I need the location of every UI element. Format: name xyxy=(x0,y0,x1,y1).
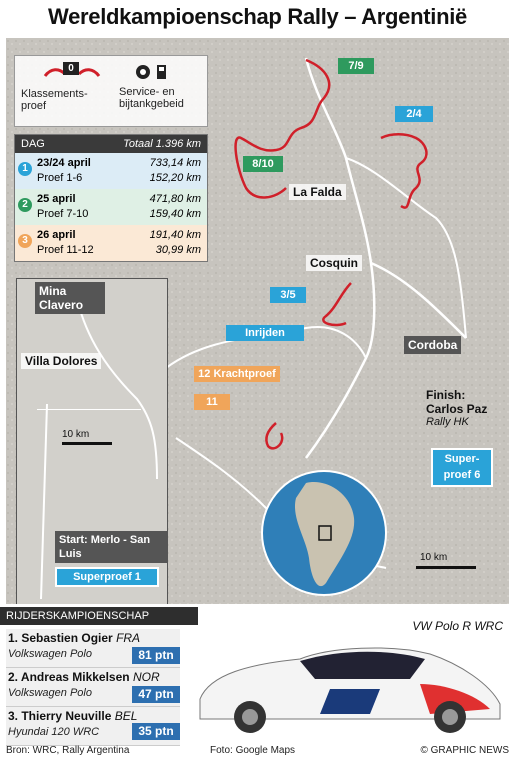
rider-car: Hyundai 120 WRC xyxy=(8,726,100,738)
stage-label-11: 11 xyxy=(194,394,230,410)
stage-label-2-4: 2/4 xyxy=(395,106,433,122)
rider-header: RIJDERSKAMPIOENSCHAP xyxy=(0,607,198,625)
day-header-label: DAG xyxy=(21,138,45,150)
rider-car: Volkswagen Polo xyxy=(8,648,92,660)
day-total-km: 733,14 km xyxy=(149,157,201,169)
rider-name: 3. Thierry Neuville BEL xyxy=(8,709,138,723)
rider-points: 47 ptn xyxy=(132,686,180,703)
scale-main-label: 10 km xyxy=(420,552,448,563)
finish-carlos-paz: Carlos Paz xyxy=(426,402,488,416)
total-distance: Totaal 1.396 km xyxy=(123,138,201,150)
day-date: 25 april xyxy=(37,193,76,205)
day-stage-km: 159,40 km xyxy=(149,208,201,220)
stage-label-8-10: 8/10 xyxy=(243,156,283,172)
day-row xyxy=(15,189,207,225)
day-number: 3 xyxy=(18,234,32,248)
day-row xyxy=(15,153,207,189)
day-stages: Proef 1-6 xyxy=(37,172,83,184)
service-icon xyxy=(133,62,173,82)
place-villa-dolores: Villa Dolores xyxy=(21,353,101,369)
stage-legend-label: Klassements-proef xyxy=(21,88,88,112)
day-date: 23/24 april xyxy=(37,157,91,169)
scale-inset-bar xyxy=(62,442,112,445)
start-merlo: Start: Merlo - San Luis xyxy=(55,531,167,563)
day-stage-km: 30,99 km xyxy=(155,244,201,256)
scale-main-bar xyxy=(416,566,476,569)
rider-name: 2. Andreas Mikkelsen NOR xyxy=(8,670,160,684)
superproef-1: Superproef 1 xyxy=(55,567,159,587)
finish-rally-hk: Rally HK xyxy=(426,416,469,428)
day-table-header xyxy=(15,135,207,153)
finish-block xyxy=(426,388,506,428)
day-number: 1 xyxy=(18,162,32,176)
source-credit: Bron: WRC, Rally Argentina xyxy=(6,745,130,756)
day-total-km: 471,80 km xyxy=(149,193,201,205)
rider-name: 1. Sebastien Ogier FRA xyxy=(8,631,141,645)
day-date: 26 april xyxy=(37,229,76,241)
rally-map xyxy=(6,38,509,604)
rider-car: Volkswagen Polo xyxy=(8,687,92,699)
photo-credit: Foto: Google Maps xyxy=(210,745,296,756)
stage-label-inrijden: Inrijden xyxy=(226,325,304,341)
stage-label-7-9: 7/9 xyxy=(338,58,374,74)
scale-inset-label: 10 km xyxy=(62,429,90,440)
day-table xyxy=(14,134,208,262)
rider-points: 35 ptn xyxy=(132,723,180,740)
copyright: © GRAPHIC NEWS xyxy=(420,745,509,756)
stage-label-12: 12 Krachtproef xyxy=(194,366,280,382)
place-cordoba: Cordoba xyxy=(404,336,461,354)
car-label: VW Polo R WRC xyxy=(412,619,503,633)
car-illustration xyxy=(190,629,510,739)
rider-points: 81 ptn xyxy=(132,647,180,664)
place-la-falda: La Falda xyxy=(289,184,346,200)
day-number: 2 xyxy=(18,198,32,212)
place-cosquin: Cosquin xyxy=(306,255,362,271)
place-mina-clavero: Mina Clavero xyxy=(35,282,105,314)
day-total-km: 191,40 km xyxy=(149,229,201,241)
day-stages: Proef 11-12 xyxy=(37,244,94,256)
page-title: Wereldkampioenschap Rally – Argentinië xyxy=(48,4,467,29)
stage-badge: 0 xyxy=(63,62,79,75)
service-legend-label: Service- en bijtankgebeid xyxy=(119,86,184,110)
day-stage-km: 152,20 km xyxy=(149,172,201,184)
legend xyxy=(14,55,208,127)
finish-label: Finish: xyxy=(426,388,466,402)
rider-championship xyxy=(0,607,515,742)
day-row xyxy=(15,225,207,261)
day-stages: Proef 7-10 xyxy=(37,208,89,220)
stage-label-3-5: 3/5 xyxy=(270,287,306,303)
inset-map xyxy=(16,278,168,604)
superproef-6: Super-proef 6 xyxy=(431,448,493,487)
